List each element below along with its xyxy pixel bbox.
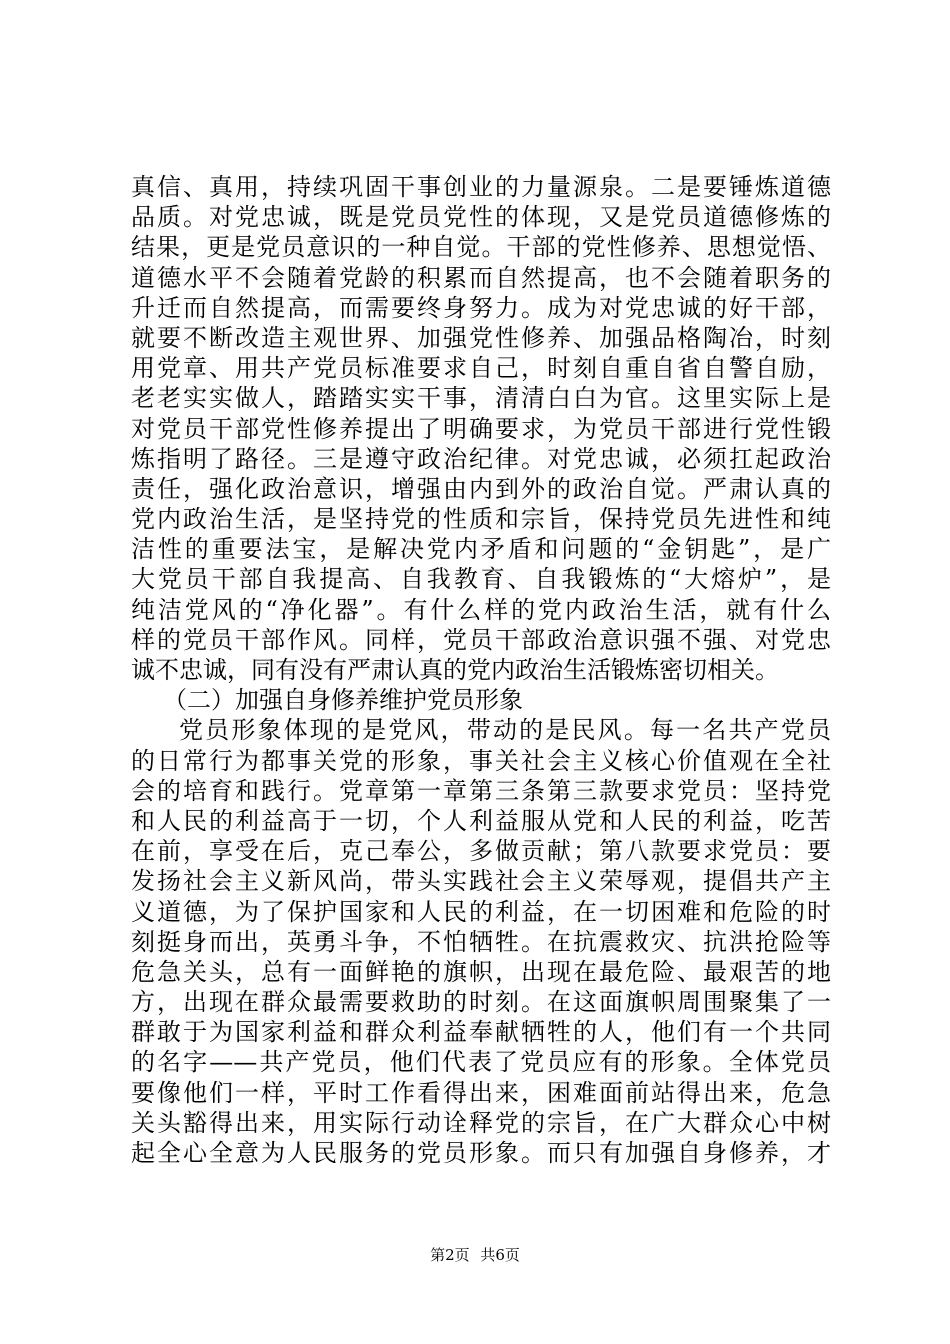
text-line: 会的培育和践行。党章第一章第三条第三款要求党员：坚持党 [131, 776, 831, 805]
text-line: 真信、真用，持续巩固干事创业的力量源泉。二是要锤炼道德 [131, 173, 831, 201]
text-line: 升迁而自然提高，而需要终身努力。成为对党忠诚的好干部， [131, 293, 831, 322]
section-heading: （二）加强自身修养维护党员形象 [163, 686, 523, 715]
text-line: 纯洁党风的“净化器”。有什么样的党内政治生活，就有什么 [131, 595, 831, 624]
text-line: 刻挺身而出，英勇斗争，不怕牺牲。在抗震救灾、抗洪抢险等 [131, 927, 831, 956]
page-total: 共6页 [480, 1246, 520, 1264]
text-line: 党内政治生活，是坚持党的性质和宗旨，保持党员先进性和纯 [131, 505, 831, 534]
text-line: 关头豁得出来，用实际行动诠释党的宗旨，在广大群众心中树 [131, 1108, 831, 1137]
text-line: 发扬社会主义新风尚，带头实践社会主义荣辱观，提倡共产主 [131, 867, 831, 896]
text-line: 要像他们一样，平时工作看得出来，困难面前站得出来，危急 [131, 1078, 831, 1107]
text-line: 起全心全意为人民服务的党员形象。而只有加强自身修养，才 [131, 1139, 831, 1167]
text-line: 就要不断改造主观世界、加强党性修养、加强品格陶冶，时刻 [131, 323, 831, 352]
text-line: 的名字——共产党员，他们代表了党员应有的形象。全体党员 [131, 1048, 831, 1077]
paragraph-first-line: 党员形象体现的是党风，带动的是民风。每一名共产党员 [179, 716, 831, 745]
page-footer [0, 1245, 950, 1265]
text-line: 义道德，为了保护国家和人民的利益，在一切困难和危险的时 [131, 897, 831, 926]
text-line: 群敢于为国家利益和群众利益奉献牺牲的人，他们有一个共同 [131, 1018, 831, 1047]
text-line: 大党员干部自我提高、自我教育、自我锻炼的“大熔炉”，是 [131, 565, 831, 594]
text-line: 和人民的利益高于一切，个人利益服从党和人民的利益，吃苦 [131, 806, 831, 835]
text-line: 在前，享受在后，克己奉公，多做贡献；第八款要求党员：要 [131, 837, 831, 866]
text-line: 的日常行为都事关党的形象，事关社会主义核心价值观在全社 [131, 746, 831, 775]
text-line: 方，出现在群众最需要救助的时刻。在这面旗帜周围聚集了一 [131, 988, 831, 1017]
body-text [131, 172, 831, 1168]
text-line: 炼指明了路径。三是遵守政治纪律。对党忠诚，必须扛起政治 [131, 444, 831, 473]
text-line: 道德水平不会随着党龄的积累而自然提高，也不会随着职务的 [131, 263, 831, 292]
text-line: 用党章、用共产党员标准要求自己，时刻自重自省自警自励， [131, 354, 831, 383]
text-line: 结果，更是党员意识的一种自觉。干部的党性修养、思想觉悟、 [131, 233, 831, 262]
text-line: 品质。对党忠诚，既是党员党性的体现，又是党员道德修炼的 [131, 203, 831, 232]
text-line: 老老实实做人，踏踏实实干事，清清白白为官。这里实际上是 [131, 384, 831, 413]
text-line: 诚不忠诚，同有没有严肃认真的党内政治生活锻炼密切相关。 [131, 656, 779, 684]
text-line: 危急关头，总有一面鲜艳的旗帜，出现在最危险、最艰苦的地 [131, 957, 831, 986]
text-line: 样的党员干部作风。同样，党员干部政治意识强不强、对党忠 [131, 625, 831, 654]
text-line: 责任，强化政治意识，增强由内到外的政治自觉。严肃认真的 [131, 474, 831, 503]
text-line: 洁性的重要法宝，是解决党内矛盾和问题的“金钥匙”，是广 [131, 535, 831, 564]
page-number: 第2页 [430, 1246, 470, 1264]
text-line: 对党员干部党性修养提出了明确要求，为党员干部进行党性锻 [131, 414, 831, 443]
